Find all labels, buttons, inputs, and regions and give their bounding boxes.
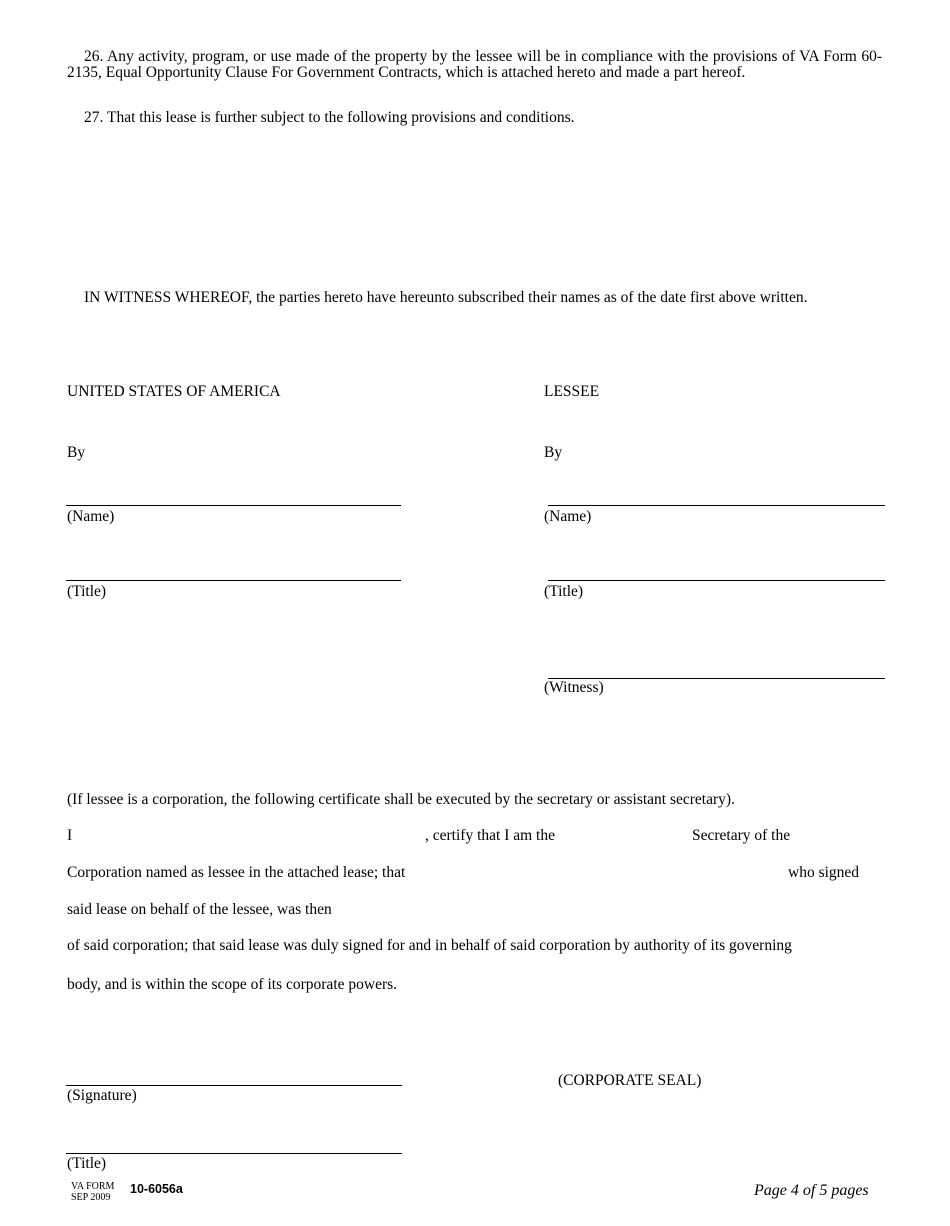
form-label-date: SEP 2009 bbox=[71, 1192, 111, 1203]
usa-by-label: By bbox=[67, 444, 86, 461]
cert-line5: body, and is within the scope of its corporate powers. bbox=[67, 976, 398, 993]
signer-office-field[interactable] bbox=[365, 901, 880, 919]
signer-name-field[interactable] bbox=[445, 864, 780, 882]
certificate-intro: (If lessee is a corporation, the following certificate shall be executed by the secretary or assistant secretary). bbox=[67, 791, 735, 808]
cert-title-label: (Title) bbox=[67, 1155, 107, 1172]
lessee-title-line[interactable] bbox=[548, 580, 885, 581]
lessee-heading: LESSEE bbox=[544, 383, 600, 400]
signature-label: (Signature) bbox=[67, 1087, 137, 1104]
cert-line2-signed: who signed bbox=[788, 864, 860, 881]
usa-title-line[interactable] bbox=[66, 580, 401, 581]
form-number: 10-6056a bbox=[130, 1182, 183, 1196]
page-info: Page 4 of 5 pages bbox=[754, 1182, 869, 1199]
cert-line1-secretary: Secretary of the bbox=[692, 827, 791, 844]
cert-line1-certify: , certify that I am the bbox=[425, 827, 555, 844]
clause-27: 27. That this lease is further subject to the following provisions and conditions. bbox=[84, 109, 575, 126]
cert-line2-corporation: Corporation named as lessee in the attached lease; that bbox=[67, 864, 406, 881]
cert-line3: said lease on behalf of the lessee, was then bbox=[67, 901, 332, 918]
lessee-title-label: (Title) bbox=[544, 583, 584, 600]
provisions-field[interactable] bbox=[67, 135, 882, 275]
lessee-name-label: (Name) bbox=[544, 508, 592, 525]
lessee-name-line[interactable] bbox=[548, 505, 885, 506]
cert-line4: of said corporation; that said lease was duly signed for and in behalf of said corporation by authority of its governing bbox=[67, 937, 792, 954]
usa-name-label: (Name) bbox=[67, 508, 115, 525]
cert-title-line[interactable] bbox=[66, 1153, 402, 1154]
secretary-type-field[interactable] bbox=[575, 827, 685, 845]
lessee-witness-label: (Witness) bbox=[544, 679, 604, 696]
usa-heading: UNITED STATES OF AMERICA bbox=[67, 383, 281, 400]
lessee-by-label: By bbox=[544, 444, 563, 461]
usa-title-label: (Title) bbox=[67, 583, 107, 600]
witness-statement: IN WITNESS WHEREOF, the parties hereto have hereunto subscribed their names as of the date first above written. bbox=[84, 289, 808, 306]
secretary-name-field[interactable] bbox=[80, 827, 420, 845]
usa-name-line[interactable] bbox=[66, 505, 401, 506]
corporate-seal-label: (CORPORATE SEAL) bbox=[558, 1072, 702, 1089]
cert-line1-i: I bbox=[67, 827, 73, 844]
form-label-top: VA FORM bbox=[71, 1181, 115, 1192]
signature-line[interactable] bbox=[66, 1085, 402, 1086]
clause-26: 26. Any activity, program, or use made of the property by the lessee will be in compliance with the provisions of VA Form 60-2135, Equal Opportunity Clause For Government Contracts, which is attached hereto and made a part hereof. bbox=[67, 48, 882, 81]
